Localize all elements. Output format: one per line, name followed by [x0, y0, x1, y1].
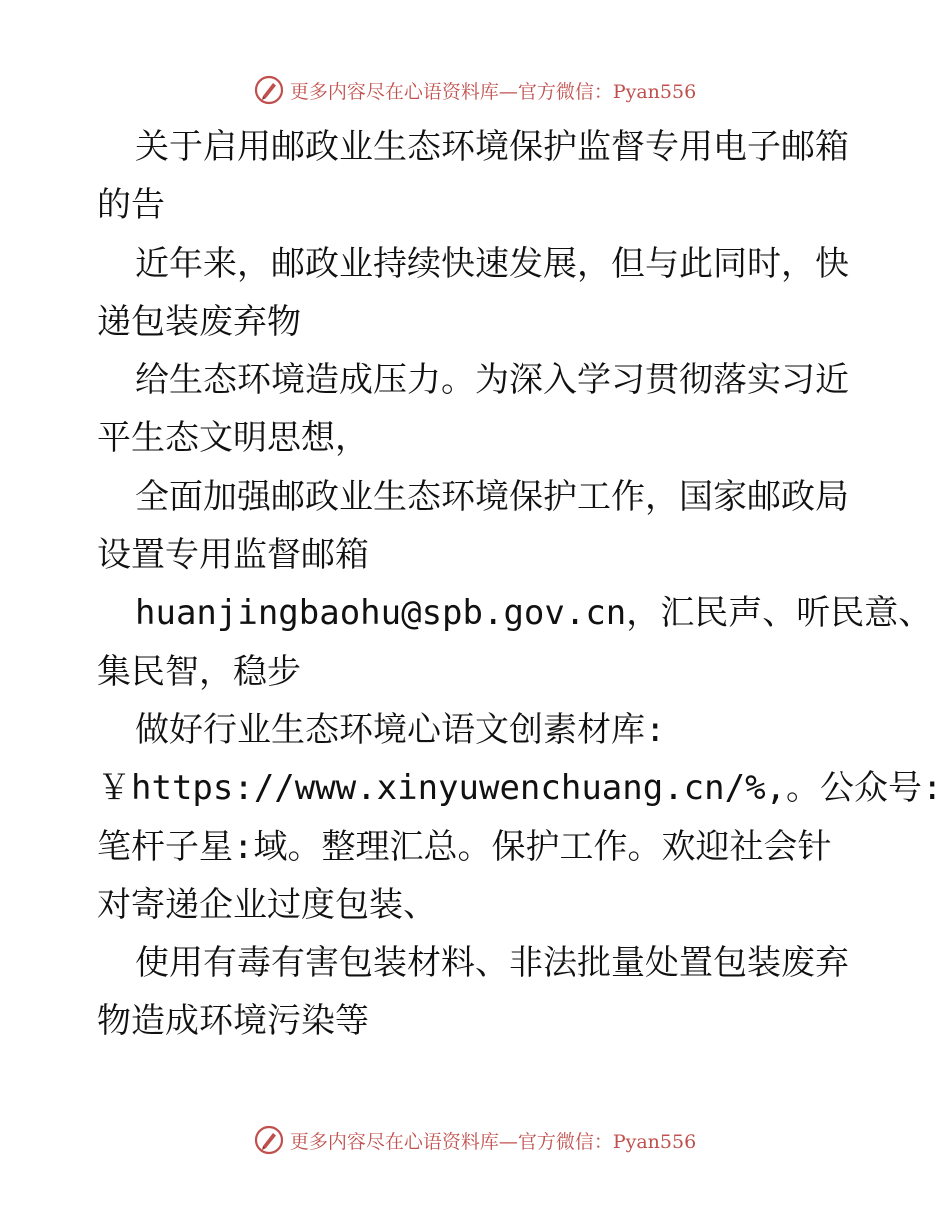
- text-line: huanjingbaohu@spb.gov.cn，汇民声、听民意、: [135, 593, 933, 634]
- text-line: 的告: [97, 185, 165, 226]
- pen-logo-icon: [254, 75, 284, 105]
- pen-logo-icon: [254, 1125, 284, 1155]
- text-line: 给生态环境造成压力。为深入学习贯彻落实习近: [135, 360, 849, 401]
- text-line: 集民智，稳步: [97, 651, 301, 692]
- text-line: 使用有毒有害包装材料、非法批量处置包装废弃: [135, 943, 849, 984]
- text-line: 做好行业生态环境心语文创素材库:: [135, 709, 666, 750]
- text-line: 对寄递企业过度包装、: [97, 884, 437, 925]
- paragraph: [97, 934, 857, 1051]
- footer-watermark: [0, 1122, 950, 1158]
- watermark-text: 更多内容尽在心语资料库—官方微信：Pyan556: [289, 1130, 697, 1153]
- text-line: 平生态文明思想，: [97, 418, 369, 459]
- paragraph: [97, 468, 857, 585]
- text-line: 全面加强邮政业生态环境保护工作，国家邮政局: [135, 476, 849, 517]
- text-line: 关于启用邮政业生态环境保护监督专用电子邮箱: [135, 127, 849, 167]
- text-line: ￥https://www.xinyuwenchuang.cn/%,。公众号:: [97, 768, 943, 809]
- paragraph: [97, 701, 943, 934]
- header-watermark: [0, 72, 950, 108]
- paragraph-title: [97, 118, 857, 235]
- text-line: 递包装废弃物: [97, 301, 301, 342]
- text-line: 笔杆子星:域。整理汇总。保护工作。欢迎社会针: [97, 826, 832, 867]
- text-line: 物造成环境污染等: [97, 1001, 369, 1042]
- watermark-text: 更多内容尽在心语资料库—官方微信：Pyan556: [289, 80, 697, 103]
- document-body: [97, 118, 943, 1051]
- paragraph: [97, 235, 857, 352]
- paragraph: [97, 351, 857, 468]
- text-line: 近年来，邮政业持续快速发展，但与此同时，快: [135, 243, 849, 284]
- text-line: 设置专用监督邮箱: [97, 535, 369, 576]
- paragraph: [97, 584, 933, 701]
